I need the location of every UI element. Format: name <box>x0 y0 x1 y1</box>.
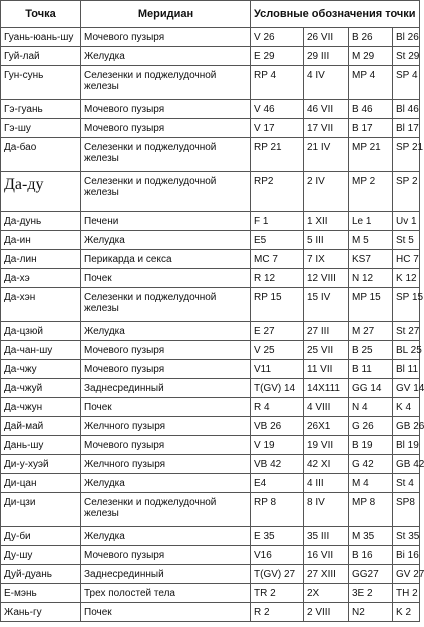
code-cell-1: V 19 <box>251 436 304 455</box>
code-cell-2: 5 III <box>304 231 349 250</box>
point-cell: Да-бао <box>1 138 81 172</box>
meridian-cell: Селезенки и поджелудочной железы <box>81 138 251 172</box>
code-cell-1: E4 <box>251 474 304 493</box>
code-cell-3: G 26 <box>349 417 393 436</box>
point-cell: Дань-шу <box>1 436 81 455</box>
code-cell-2: 12 VIII <box>304 269 349 288</box>
meridian-cell: Мочевого пузыря <box>81 436 251 455</box>
point-cell: Да-ду <box>1 172 81 212</box>
code-cell-2: 7 IX <box>304 250 349 269</box>
code-cell-2: 26X1 <box>304 417 349 436</box>
code-cell-3: M 29 <box>349 47 393 66</box>
meridian-cell: Селезенки и поджелудочной железы <box>81 172 251 212</box>
point-cell: Ду-би <box>1 527 81 546</box>
meridian-cell: Желудка <box>81 47 251 66</box>
table-row <box>1 417 420 436</box>
code-cell-1: E5 <box>251 231 304 250</box>
code-cell-4: GV 27 <box>393 565 420 584</box>
code-cell-3: B 25 <box>349 341 393 360</box>
code-cell-4: TH 2 <box>393 584 420 603</box>
table-row <box>1 436 420 455</box>
code-cell-3: N2 <box>349 603 393 622</box>
code-cell-2: 2X <box>304 584 349 603</box>
table-row <box>1 250 420 269</box>
code-cell-2: 4 IV <box>304 66 349 100</box>
point-cell: Гуань-юань-шу <box>1 28 81 47</box>
code-cell-1: RP 21 <box>251 138 304 172</box>
code-cell-3: G 42 <box>349 455 393 474</box>
code-cell-2: 1 XII <box>304 212 349 231</box>
code-cell-3: MP 21 <box>349 138 393 172</box>
table-row <box>1 584 420 603</box>
table-row <box>1 47 420 66</box>
code-cell-4: Bl 26 <box>393 28 420 47</box>
table-row <box>1 493 420 527</box>
point-cell: Да-ин <box>1 231 81 250</box>
code-cell-3: M 5 <box>349 231 393 250</box>
code-cell-2: 8 IV <box>304 493 349 527</box>
point-cell: Ди-цзи <box>1 493 81 527</box>
table-row <box>1 288 420 322</box>
code-cell-3: B 11 <box>349 360 393 379</box>
code-cell-3: MP 15 <box>349 288 393 322</box>
code-cell-2: 4 III <box>304 474 349 493</box>
table-row <box>1 269 420 288</box>
code-cell-1: T(GV) 14 <box>251 379 304 398</box>
code-cell-2: 25 VII <box>304 341 349 360</box>
table-row <box>1 341 420 360</box>
table-row <box>1 455 420 474</box>
code-cell-3: MP 2 <box>349 172 393 212</box>
code-cell-3: B 26 <box>349 28 393 47</box>
code-cell-3: MP 8 <box>349 493 393 527</box>
code-cell-3: B 17 <box>349 119 393 138</box>
code-cell-3: M 27 <box>349 322 393 341</box>
meridian-cell: Мочевого пузыря <box>81 360 251 379</box>
table-row <box>1 322 420 341</box>
point-cell: Е-мэнь <box>1 584 81 603</box>
point-cell: Дуй-дуань <box>1 565 81 584</box>
point-cell: Ди-цан <box>1 474 81 493</box>
code-cell-1: RP 15 <box>251 288 304 322</box>
code-cell-2: 2 IV <box>304 172 349 212</box>
meridian-cell: Желчного пузыря <box>81 417 251 436</box>
meridian-cell: Селезенки и поджелудочной железы <box>81 288 251 322</box>
code-cell-3: GG 14 <box>349 379 393 398</box>
meridian-cell: Мочевого пузыря <box>81 100 251 119</box>
code-cell-2: 21 IV <box>304 138 349 172</box>
code-cell-4: SP 21 <box>393 138 420 172</box>
code-cell-4: Uv 1 <box>393 212 420 231</box>
meridian-cell: Перикарда и секса <box>81 250 251 269</box>
table-row <box>1 546 420 565</box>
header-meridian: Меридиан <box>81 1 251 28</box>
meridian-cell: Трех полостей тела <box>81 584 251 603</box>
meridian-cell: Почек <box>81 398 251 417</box>
code-cell-4: St 4 <box>393 474 420 493</box>
code-cell-3: 3E 2 <box>349 584 393 603</box>
meridian-cell: Мочевого пузыря <box>81 546 251 565</box>
point-cell: Да-чжуй <box>1 379 81 398</box>
header-point: Точка <box>1 1 81 28</box>
table-row <box>1 119 420 138</box>
code-cell-2: 29 III <box>304 47 349 66</box>
code-cell-2: 15 IV <box>304 288 349 322</box>
point-cell: Гуй-лай <box>1 47 81 66</box>
code-cell-4: SP 2 <box>393 172 420 212</box>
code-cell-4: K 12 <box>393 269 420 288</box>
code-cell-4: Bl 46 <box>393 100 420 119</box>
code-cell-1: VB 26 <box>251 417 304 436</box>
point-cell: Да-чан-шу <box>1 341 81 360</box>
code-cell-1: V16 <box>251 546 304 565</box>
table-row <box>1 379 420 398</box>
code-cell-4: GB 26 <box>393 417 420 436</box>
table-row <box>1 565 420 584</box>
point-cell: Да-хэ <box>1 269 81 288</box>
code-cell-2: 17 VII <box>304 119 349 138</box>
code-cell-1: E 29 <box>251 47 304 66</box>
code-cell-1: V 46 <box>251 100 304 119</box>
code-cell-4: Bl 19 <box>393 436 420 455</box>
table-row <box>1 398 420 417</box>
table-row <box>1 66 420 100</box>
code-cell-1: R 2 <box>251 603 304 622</box>
code-cell-4: GB 42 <box>393 455 420 474</box>
meridian-cell: Печени <box>81 212 251 231</box>
table-row <box>1 100 420 119</box>
code-cell-4: BL 25 <box>393 341 420 360</box>
code-cell-3: GG27 <box>349 565 393 584</box>
code-cell-3: MP 4 <box>349 66 393 100</box>
code-cell-1: V11 <box>251 360 304 379</box>
point-cell: Да-лин <box>1 250 81 269</box>
point-cell: Ду-шу <box>1 546 81 565</box>
code-cell-4: St 27 <box>393 322 420 341</box>
table-row <box>1 603 420 622</box>
code-cell-2: 27 III <box>304 322 349 341</box>
point-cell: Да-цзюй <box>1 322 81 341</box>
code-cell-3: N 12 <box>349 269 393 288</box>
code-cell-4: GV 14 <box>393 379 420 398</box>
point-cell: Ди-у-хуэй <box>1 455 81 474</box>
point-cell: Да-чжу <box>1 360 81 379</box>
meridian-cell: Селезенки и поджелудочной железы <box>81 66 251 100</box>
code-cell-3: B 19 <box>349 436 393 455</box>
code-cell-2: 35 III <box>304 527 349 546</box>
code-cell-1: RP 8 <box>251 493 304 527</box>
point-cell: Да-дунь <box>1 212 81 231</box>
point-cell: Гэ-гуань <box>1 100 81 119</box>
code-cell-2: 4 VIII <box>304 398 349 417</box>
code-cell-3: M 35 <box>349 527 393 546</box>
code-cell-1: E 27 <box>251 322 304 341</box>
code-cell-1: F 1 <box>251 212 304 231</box>
code-cell-1: VB 42 <box>251 455 304 474</box>
code-cell-3: Le 1 <box>349 212 393 231</box>
code-cell-4: K 2 <box>393 603 420 622</box>
code-cell-3: N 4 <box>349 398 393 417</box>
table-row <box>1 172 420 212</box>
point-cell: Гун-сунь <box>1 66 81 100</box>
code-cell-4: Bl 17 <box>393 119 420 138</box>
code-cell-2: 11 VII <box>304 360 349 379</box>
point-cell: Жань-гу <box>1 603 81 622</box>
meridian-cell: Мочевого пузыря <box>81 28 251 47</box>
code-cell-2: 19 VII <box>304 436 349 455</box>
header-codes: Условные обозначения точки <box>251 1 420 28</box>
table-row <box>1 138 420 172</box>
code-cell-3: B 16 <box>349 546 393 565</box>
code-cell-4: HC 7 <box>393 250 420 269</box>
meridian-cell: Почек <box>81 269 251 288</box>
point-cell: Да-хэн <box>1 288 81 322</box>
meridian-cell: Желудка <box>81 322 251 341</box>
code-cell-1: T(GV) 27 <box>251 565 304 584</box>
point-cell: Гэ-шу <box>1 119 81 138</box>
table-row <box>1 28 420 47</box>
table-body <box>1 28 424 622</box>
code-cell-1: RP2 <box>251 172 304 212</box>
code-cell-1: RP 4 <box>251 66 304 100</box>
code-cell-4: Bi 16 <box>393 546 420 565</box>
table-row <box>1 212 420 231</box>
code-cell-2: 16 VII <box>304 546 349 565</box>
code-cell-1: MC 7 <box>251 250 304 269</box>
code-cell-1: E 35 <box>251 527 304 546</box>
code-cell-2: 26 VII <box>304 28 349 47</box>
code-cell-4: Bl 11 <box>393 360 420 379</box>
table-row <box>1 527 420 546</box>
code-cell-3: B 46 <box>349 100 393 119</box>
point-cell: Да-чжун <box>1 398 81 417</box>
meridian-cell: Желудка <box>81 231 251 250</box>
code-cell-2: 2 VIII <box>304 603 349 622</box>
meridian-cell: Заднесрединный <box>81 379 251 398</box>
code-cell-1: V 25 <box>251 341 304 360</box>
code-cell-4: SP8 <box>393 493 420 527</box>
code-cell-3: KS7 <box>349 250 393 269</box>
table-header-row <box>1 1 420 28</box>
code-cell-4: SP 4 <box>393 66 420 100</box>
code-cell-4: K 4 <box>393 398 420 417</box>
meridian-cell: Мочевого пузыря <box>81 119 251 138</box>
meridian-cell: Желудка <box>81 527 251 546</box>
table-row <box>1 231 420 250</box>
meridian-cell: Желчного пузыря <box>81 455 251 474</box>
code-cell-4: SP 15 <box>393 288 420 322</box>
meridian-cell: Желудка <box>81 474 251 493</box>
code-cell-3: M 4 <box>349 474 393 493</box>
meridian-cell: Заднесрединный <box>81 565 251 584</box>
meridian-cell: Почек <box>81 603 251 622</box>
code-cell-4: St 35 <box>393 527 420 546</box>
code-cell-2: 14X111 <box>304 379 349 398</box>
point-cell: Дай-май <box>1 417 81 436</box>
code-cell-4: St 29 <box>393 47 420 66</box>
code-cell-2: 27 XIII <box>304 565 349 584</box>
code-cell-1: TR 2 <box>251 584 304 603</box>
code-cell-1: V 26 <box>251 28 304 47</box>
code-cell-1: V 17 <box>251 119 304 138</box>
code-cell-4: St 5 <box>393 231 420 250</box>
code-cell-1: R 12 <box>251 269 304 288</box>
meridian-cell: Селезенки и поджелудочной железы <box>81 493 251 527</box>
table-row <box>1 474 420 493</box>
code-cell-2: 42 XI <box>304 455 349 474</box>
meridian-cell: Мочевого пузыря <box>81 341 251 360</box>
code-cell-1: R 4 <box>251 398 304 417</box>
table-row <box>1 360 420 379</box>
code-cell-2: 46 VII <box>304 100 349 119</box>
